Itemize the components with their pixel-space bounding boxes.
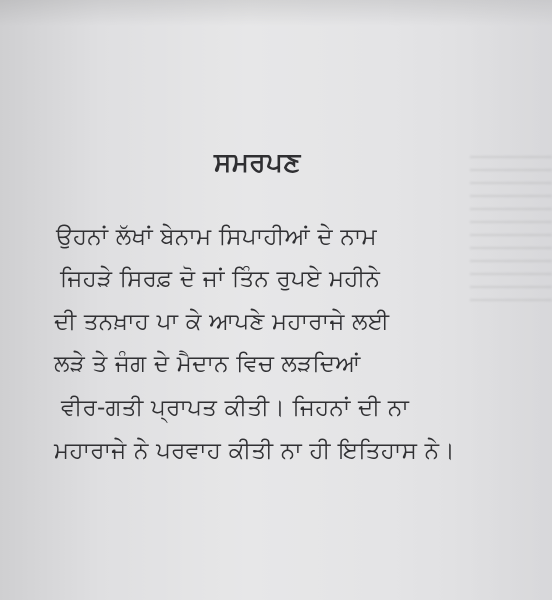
dedication-line-5: ਵੀਰ-ਗਤੀ ਪ੍ਰਾਪਤ ਕੀਤੀ। ਜਿਹਨਾਂ ਦੀ ਨਾ xyxy=(61,395,410,421)
dedication-line-1: ਉਹਨਾਂ ਲੱਖਾਂ ਬੇਨਾਮ ਸਿਪਾਹੀਆਂ ਦੇ ਨਾਮ xyxy=(56,224,377,250)
page-title: ਸਮਰਪਣ xyxy=(214,148,301,178)
dedication-line-6: ਮਹਾਰਾਜੇ ਨੇ ਪਰਵਾਹ ਕੀਤੀ ਨਾ ਹੀ ਇਤਿਹਾਸ ਨੇ। xyxy=(54,438,455,464)
dedication-line-2: ਜਿਹੜੇ ਸਿਰਫ਼ ਦੋ ਜਾਂ ਤਿੰਨ ਰੁਪਏ ਮਹੀਨੇ xyxy=(60,266,381,292)
dedication-line-3: ਦੀ ਤਨਖ਼ਾਹ ਪਾ ਕੇ ਆਪਣੇ ਮਹਾਰਾਜੇ ਲਈ xyxy=(54,309,390,335)
dedication-line-4: ਲੜੇ ਤੇ ਜੰਗ ਦੇ ਮੈਦਾਨ ਵਿਚ ਲੜਦਿਆਂ xyxy=(54,351,361,377)
